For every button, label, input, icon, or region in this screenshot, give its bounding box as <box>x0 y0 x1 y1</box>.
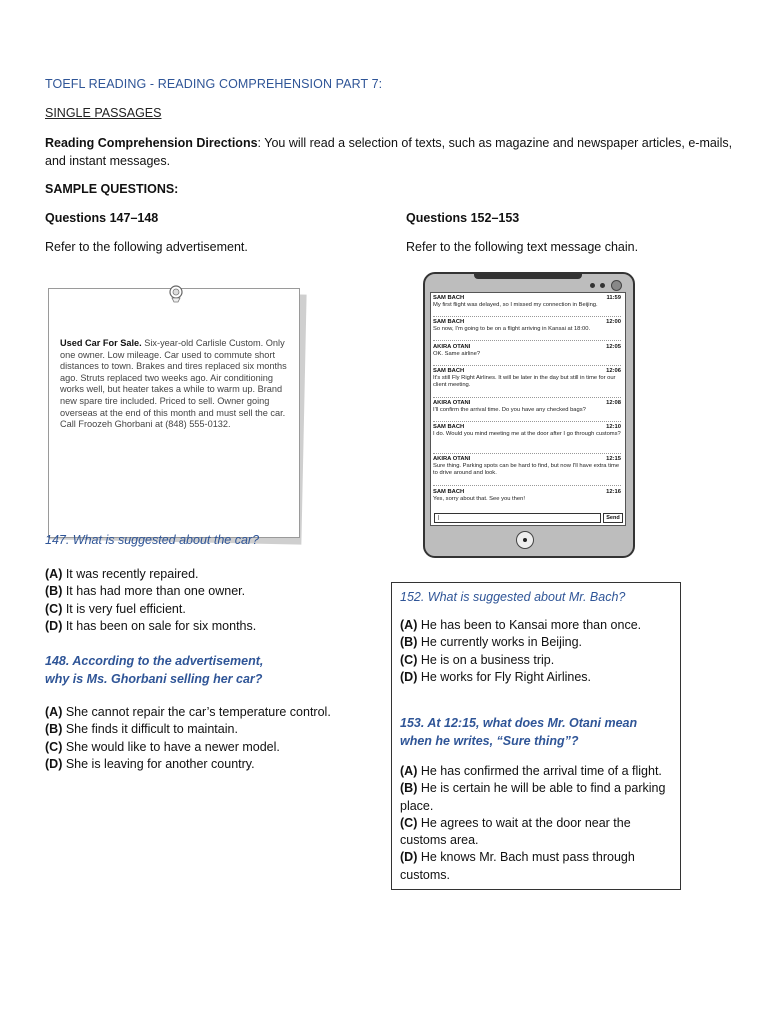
ad-body: Six-year-old Carlisle Custom. Only one owner. Low mileage. Car used to commute short distances to town. Brakes and tires replaced six months ago. Struts replaced two weeks ago. Air conditioning works well, but heater takes a while to warm up. Brand new spare tire included. Priced to sell. Owner going overseas at the end of this month and must sell the car. Call Froozeh Ghorbani at (848) 555-0132. <box>60 338 287 430</box>
chat-message <box>433 424 621 454</box>
option-text: He is on a business trip. <box>417 652 555 667</box>
chat-message <box>433 319 621 341</box>
question-148-title <box>45 652 263 688</box>
option-letter: (B) <box>400 635 418 650</box>
option-letter: (B) <box>45 584 63 599</box>
option-text: She finds it difficult to maintain. <box>62 722 238 737</box>
directions-text: : You will read a selection of texts, such as magazine and newspaper articles, e-mails, and instant messages. <box>45 136 733 168</box>
option-147-b[interactable] <box>45 583 256 600</box>
message-text: OK. Same airline? <box>433 351 481 357</box>
chat-message <box>433 456 621 486</box>
phone-speaker <box>474 273 582 279</box>
message-text: I do. Would you mind meeting me at the door after I go through customs? <box>433 431 621 437</box>
option-153-c[interactable] <box>400 815 676 850</box>
message-text: It's still Fly Right Airlines. It will be later in the day but still in time for our client meeting. <box>433 375 616 388</box>
option-text: She is leaving for another country. <box>62 756 255 771</box>
option-letter: (D) <box>45 618 63 633</box>
option-147-a[interactable] <box>45 566 256 583</box>
directions-label: Reading Comprehension Directions <box>45 136 258 150</box>
question-147-options <box>45 566 256 635</box>
message-time: 12:08 <box>606 400 621 406</box>
home-button-dot <box>523 538 527 542</box>
question-148-title-line2: why is Ms. Ghorbani selling her car? <box>45 672 263 686</box>
message-time: 12:15 <box>606 456 621 462</box>
option-letter: (A) <box>45 705 63 719</box>
option-letter: (B) <box>45 722 63 737</box>
option-text: It has been on sale for six months. <box>62 618 257 633</box>
option-text: He is certain he will be able to find a parking place. <box>400 781 666 813</box>
option-text: It was recently repaired. <box>62 567 199 581</box>
option-text: It is very fuel efficient. <box>62 601 186 616</box>
question-153-title-line2: when he writes, “Sure thing”? <box>400 734 579 748</box>
option-text: He agrees to wait at the door near the customs area. <box>400 815 631 848</box>
questions-147-148-heading: Questions 147–148 <box>45 211 159 225</box>
message-text: My first flight was delayed, so I missed my connection in Beijing. <box>433 302 598 308</box>
question-153-options <box>400 763 676 884</box>
page-title: TOEFL READING - READING COMPREHENSION PART 7: <box>45 77 383 91</box>
message-text: So now, I'm going to be on a flight arriving in Kansai at 18:00. <box>433 326 591 332</box>
question-152-title: 152. What is suggested about Mr. Bach? <box>400 590 626 604</box>
option-letter: (C) <box>45 601 63 616</box>
option-letter: (A) <box>400 764 418 778</box>
option-148-c[interactable] <box>45 739 331 756</box>
option-153-b[interactable] <box>400 780 676 815</box>
message-time: 12:00 <box>606 319 621 325</box>
message-sender: SAM BACH <box>433 424 465 430</box>
message-sender: AKIRA OTANI <box>433 400 471 406</box>
option-text: She would like to have a newer model. <box>62 739 280 754</box>
message-sender: SAM BACH <box>433 489 465 495</box>
message-time: 12:06 <box>606 368 621 374</box>
message-time: 12:16 <box>606 489 621 495</box>
option-letter: (C) <box>400 815 418 830</box>
question-148-title-line1: 148. According to the advertisement, <box>45 654 264 668</box>
message-text: I'll confirm the arrival time. Do you have any checked bags? <box>433 407 586 413</box>
message-time: 12:05 <box>606 344 621 350</box>
send-button[interactable]: Send <box>603 513 623 523</box>
option-147-c[interactable] <box>45 601 256 618</box>
message-text: Yes, sorry about that. See you then! <box>433 496 525 502</box>
question-153-title <box>400 714 637 750</box>
ad-lead: Used Car For Sale. <box>60 338 142 348</box>
option-152-b[interactable] <box>400 634 641 651</box>
chat-message <box>433 489 621 511</box>
option-153-d[interactable] <box>400 849 676 884</box>
refer-advertisement: Refer to the following advertisement. <box>45 240 248 254</box>
camera-icon <box>611 280 622 291</box>
option-152-c[interactable] <box>400 652 641 669</box>
message-time: 11:59 <box>606 295 621 301</box>
option-letter: (D) <box>400 850 418 865</box>
option-152-a[interactable] <box>400 617 641 634</box>
chat-message <box>433 295 621 317</box>
refer-text-message: Refer to the following text message chain. <box>406 240 639 254</box>
message-sender: AKIRA OTANI <box>433 344 471 350</box>
message-text: Sure thing. Parking spots can be hard to find, but now I'll have extra time to drive around and look. <box>433 463 620 476</box>
phone-sensor-dot <box>600 283 605 288</box>
question-152-options <box>400 617 641 686</box>
chat-message <box>433 344 621 366</box>
option-147-d[interactable] <box>45 618 256 635</box>
option-148-b[interactable] <box>45 721 331 738</box>
option-letter: (D) <box>45 756 63 771</box>
questions-152-153-heading: Questions 152–153 <box>406 211 520 225</box>
phone-sensor-dot <box>590 283 595 288</box>
option-letter: (C) <box>400 652 418 667</box>
option-148-a[interactable] <box>45 704 331 721</box>
option-letter: (D) <box>400 669 418 684</box>
option-text: He knows Mr. Bach must pass through customs. <box>400 850 635 882</box>
option-letter: (B) <box>400 781 418 796</box>
message-sender: AKIRA OTANI <box>433 456 471 462</box>
message-input[interactable]: | <box>434 513 601 523</box>
option-text: He currently works in Beijing. <box>417 635 583 650</box>
chat-message <box>433 368 621 398</box>
message-time: 12:10 <box>606 424 621 430</box>
option-text: He has been to Kansai more than once. <box>417 618 642 632</box>
option-letter: (A) <box>45 567 63 581</box>
option-153-a[interactable] <box>400 763 676 780</box>
section-heading: SINGLE PASSAGES <box>45 106 162 120</box>
option-text: It has had more than one owner. <box>62 584 246 599</box>
option-text: He has confirmed the arrival time of a flight. <box>417 764 662 778</box>
question-147-title: 147. What is suggested about the car? <box>45 533 260 547</box>
option-text: He works for Fly Right Airlines. <box>417 669 592 684</box>
message-sender: SAM BACH <box>433 295 465 301</box>
question-153-title-line1: 153. At 12:15, what does Mr. Otani mean <box>400 716 638 730</box>
question-148-options <box>45 704 331 773</box>
option-148-d[interactable] <box>45 756 331 773</box>
advertisement-text <box>60 338 292 431</box>
chat-message <box>433 400 621 422</box>
option-text: She cannot repair the car’s temperature control. <box>62 705 331 719</box>
pushpin-icon <box>166 284 186 306</box>
message-sender: SAM BACH <box>433 368 465 374</box>
sample-questions-heading: SAMPLE QUESTIONS: <box>45 182 179 196</box>
directions-paragraph <box>45 134 735 170</box>
option-152-d[interactable] <box>400 669 641 686</box>
option-letter: (C) <box>45 739 63 754</box>
option-letter: (A) <box>400 618 418 632</box>
message-sender: SAM BACH <box>433 319 465 325</box>
